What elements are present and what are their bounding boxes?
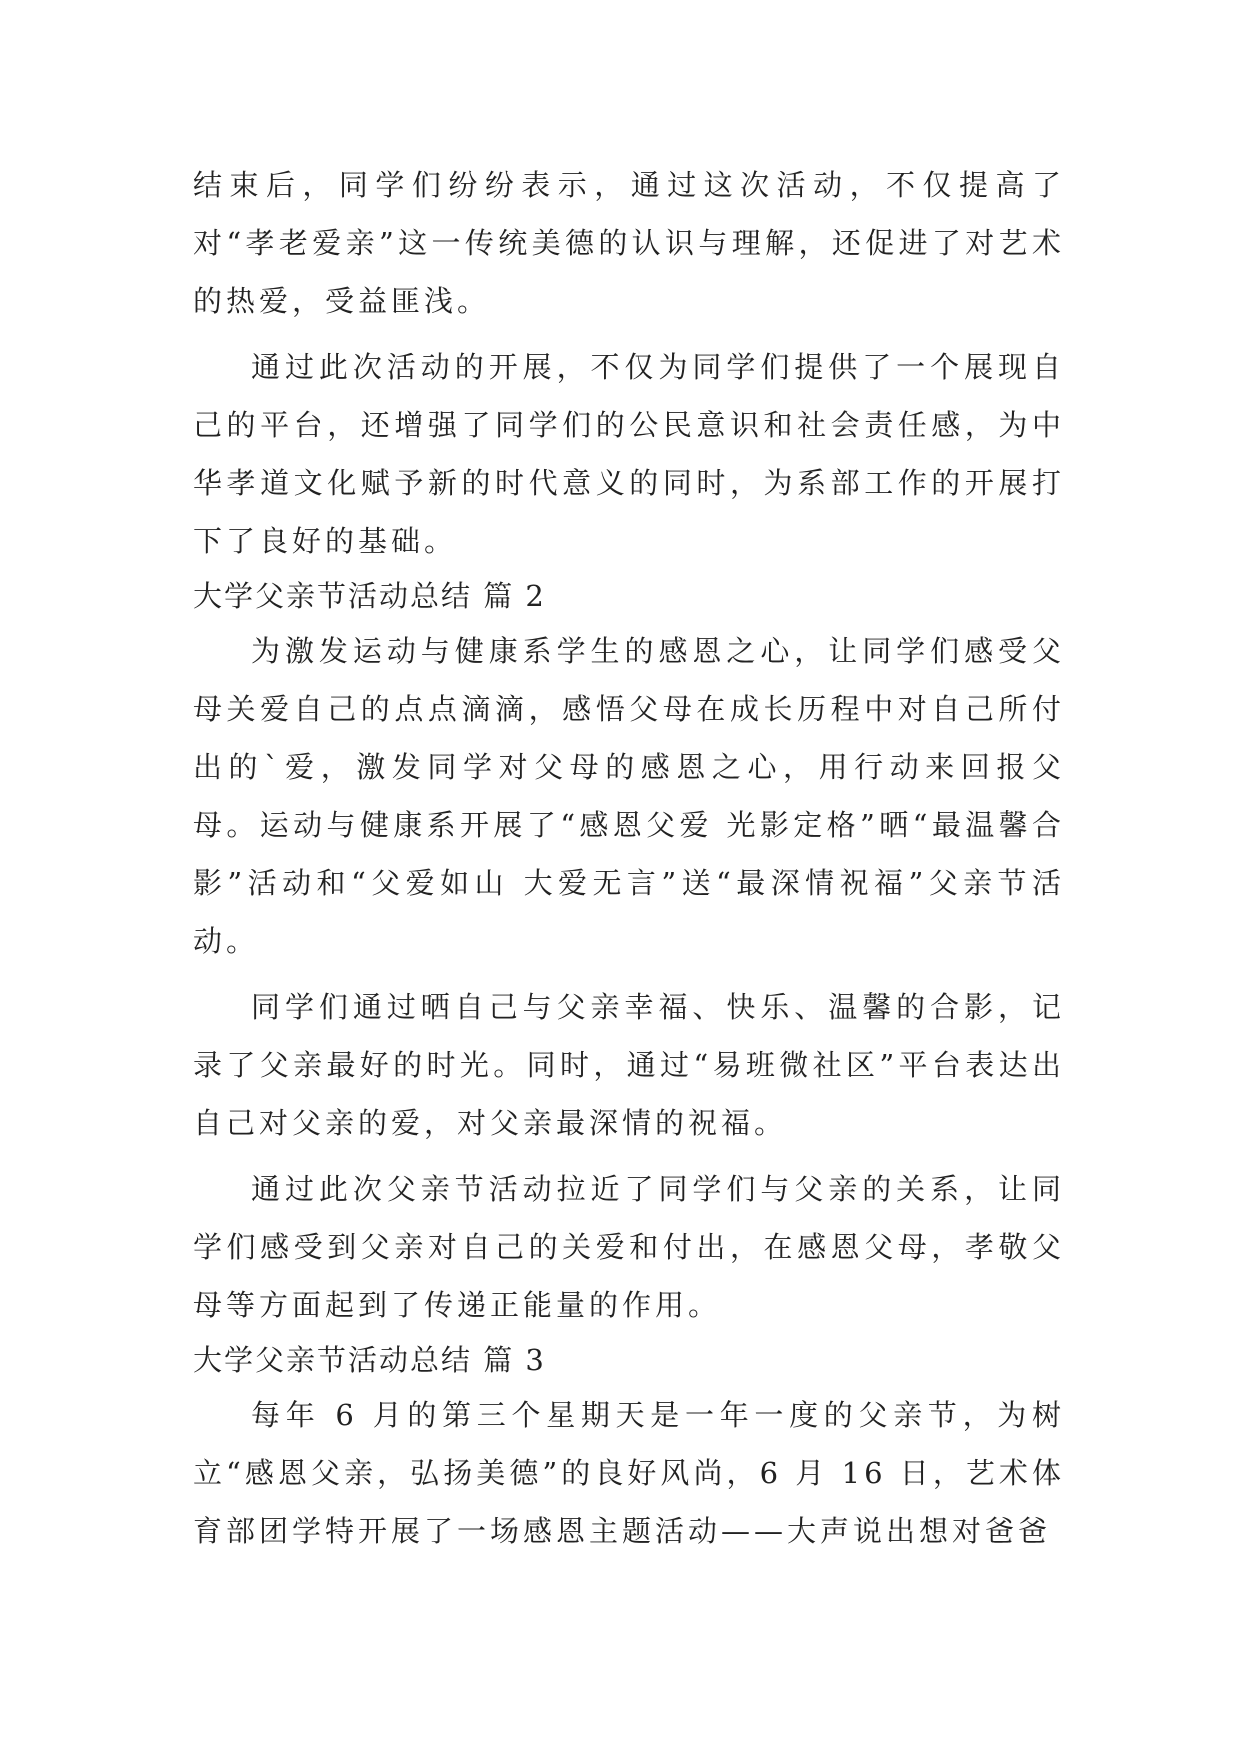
section-heading-3: 大学父亲节活动总结 篇 3 (193, 1343, 546, 1377)
paragraph-continued: 结束后，同学们纷纷表示，通过这次活动，不仅提高了对“孝老爱亲”这一传统美德的认识与理解，还促进了对艺术的热爱，受益匪浅。 (193, 168, 1065, 318)
paragraph: 通过此次父亲节活动拉近了同学们与父亲的关系，让同学们感受到父亲对自己的关爱和付出，在感恩父母，孝敬父母等方面起到了传递正能量的作用。 (193, 1172, 1065, 1322)
paragraph: 为激发运动与健康系学生的感恩之心，让同学们感受父母关爱自己的点点滴滴，感悟父母在成长历程中对自己所付出的`爱，激发同学对父母的感恩之心，用行动来回报父母。运动与健康系开展了“感恩父爱 光影定格”晒“最温馨合影”活动和“父爱如山 大爱无言”送“最深情祝福”父亲节活动。 (193, 634, 1065, 958)
section-heading-2: 大学父亲节活动总结 篇 2 (193, 579, 546, 613)
paragraph: 同学们通过晒自己与父亲幸福、快乐、温馨的合影，记录了父亲最好的时光。同时，通过“易班微社区”平台表达出自己对父亲的爱，对父亲最深情的祝福。 (193, 990, 1065, 1140)
paragraph: 通过此次活动的开展，不仅为同学们提供了一个展现自己的平台，还增强了同学们的公民意识和社会责任感，为中华孝道文化赋予新的时代意义的同时，为系部工作的开展打下了良好的基础。 (193, 350, 1065, 558)
paragraph: 每年 6 月的第三个星期天是一年一度的父亲节，为树立“感恩父亲，弘扬美德”的良好风尚，6 月 16 日，艺术体育部团学特开展了一场感恩主题活动——大声说出想对爸爸 (193, 1398, 1065, 1548)
document-body (193, 156, 1065, 1560)
